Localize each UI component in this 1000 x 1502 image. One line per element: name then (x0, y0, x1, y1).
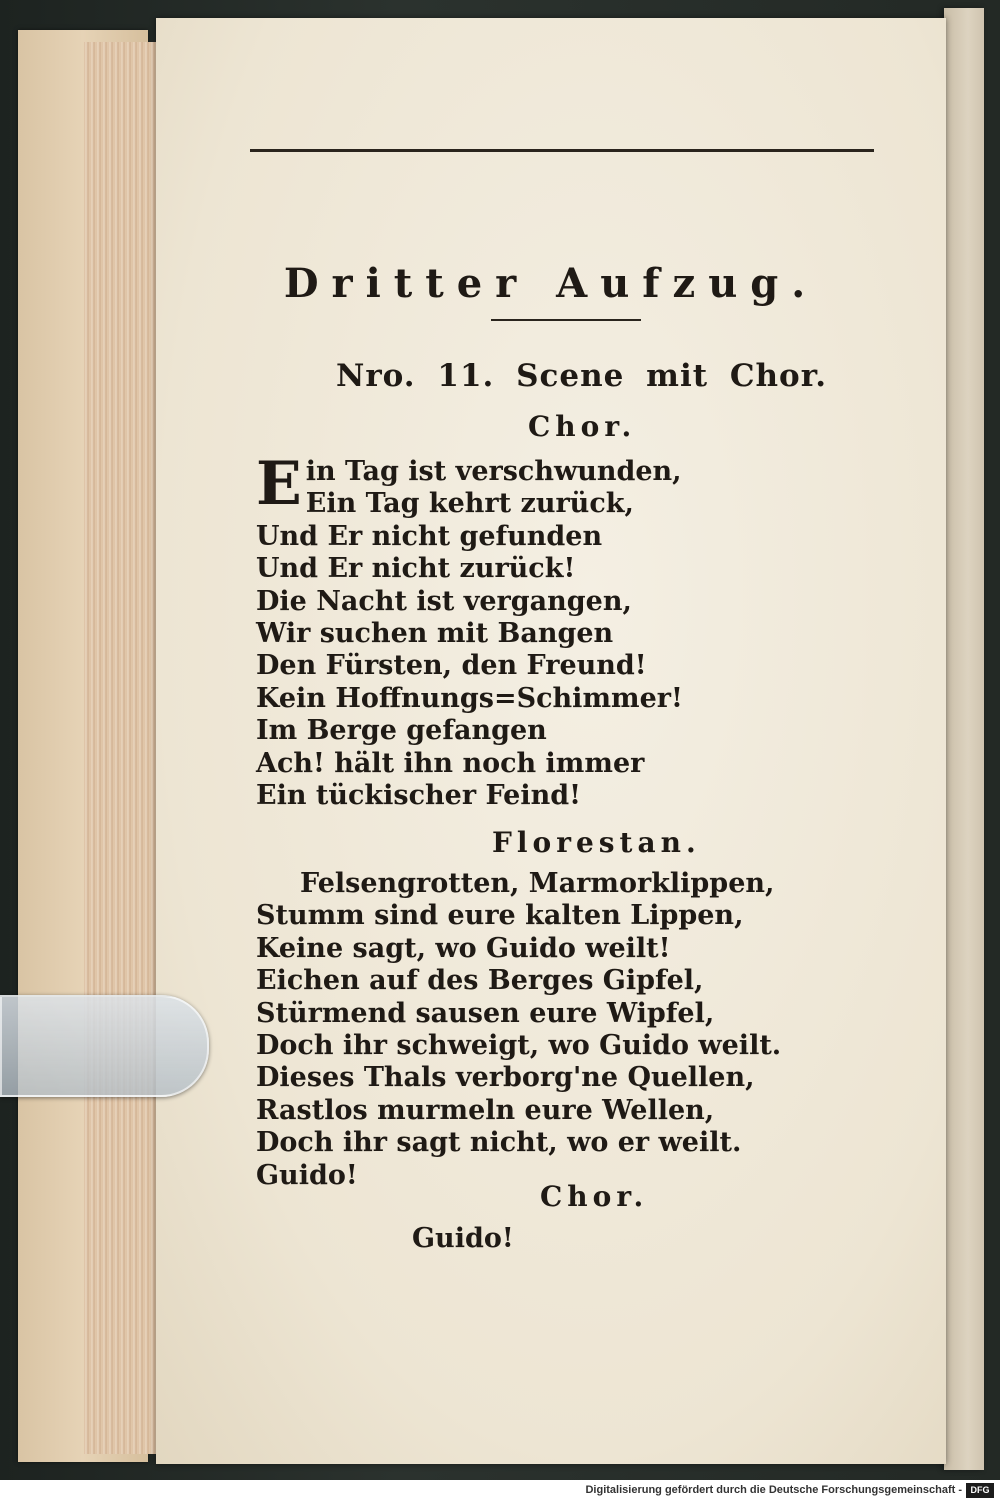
verse-line: Stürmend sausen eure Wipfel, (256, 997, 715, 1029)
verse-line: Und Er nicht gefunden (256, 520, 603, 552)
verse-line: Die Nacht ist vergangen, (256, 585, 632, 617)
verse-line: Felsengrotten, Marmorklippen, (300, 868, 775, 899)
page-edges (84, 42, 156, 1454)
book-page (156, 18, 946, 1464)
verse-chor (256, 449, 683, 812)
speaker-florestan: Florestan. (492, 826, 701, 859)
act-title: Dritter Aufzug. (283, 260, 819, 307)
dfg-logo-icon: DFG (966, 1483, 994, 1498)
verse-line: Stumm sind eure kalten Lippen, (256, 900, 744, 932)
verse-line: Guido! (256, 1159, 358, 1191)
verse-line: Doch ihr sagt nicht, wo er weilt. (256, 1127, 742, 1159)
page-marker-tab (0, 995, 209, 1097)
verse-line: Ein tückischer Feind! (256, 780, 581, 812)
drop-cap: E (256, 449, 302, 519)
verse-line: Den Fürsten, den Freund! (256, 650, 647, 682)
verse-chor-2 (412, 1223, 514, 1255)
speaker-chor-2: Chor. (540, 1180, 649, 1213)
verse-line-text: in Tag ist verschwunden, (305, 456, 682, 487)
verse-line: Guido! (412, 1223, 514, 1254)
verse-line: Im Berge gefangen (256, 715, 547, 747)
facing-page-edge (944, 8, 984, 1470)
verse-line: Kein Hoffnungs=Schimmer! (256, 682, 683, 714)
verse-line: Ein Tag kehrt zurück, (305, 488, 634, 520)
verse-line: Und Er nicht zurück! (256, 553, 576, 585)
verse-line: Keine sagt, wo Guido weilt! (256, 932, 671, 964)
header-rule (250, 149, 874, 152)
footer-credit: Digitalisierung gefördert durch die Deutsche Forschungsgemeinschaft - (585, 1484, 962, 1496)
title-rule (491, 319, 641, 321)
verse-line: Doch ihr schweigt, wo Guido weilt. (256, 1030, 782, 1062)
scene-title: Nro. 11. Scene mit Chor. (336, 358, 828, 394)
speaker-chor: Chor. (528, 410, 637, 443)
verse-line: Eichen auf des Berges Gipfel, (256, 965, 704, 997)
verse-line: Rastlos murmeln eure Wellen, (256, 1094, 715, 1126)
verse-line: Dieses Thals verborg'ne Quellen, (256, 1062, 755, 1094)
verse-line: Wir suchen mit Bangen (256, 618, 614, 650)
verse-line: Ach! hält ihn noch immer (256, 747, 645, 779)
footer-bar (0, 1480, 1000, 1502)
verse-florestan (256, 868, 781, 1192)
